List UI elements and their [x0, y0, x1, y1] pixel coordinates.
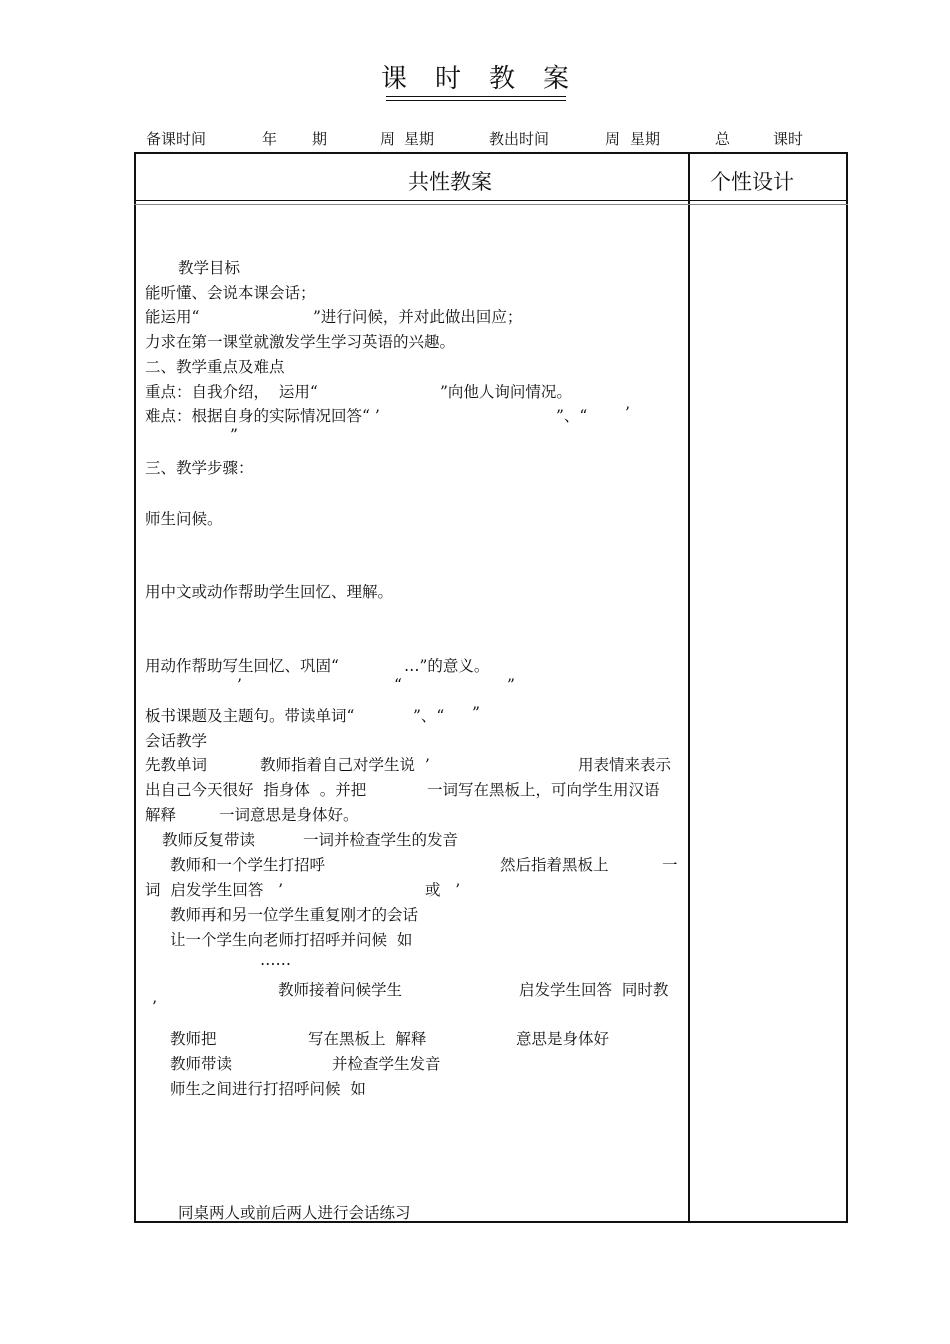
lessons-label: 课时 — [773, 130, 804, 148]
header-divider-thin — [134, 204, 848, 205]
content-line: 或 ’ — [425, 881, 461, 899]
content-line: ”向他人询问情况。 — [440, 383, 572, 401]
total-label: 总 — [715, 130, 731, 148]
week-label-2: 周 — [605, 130, 621, 148]
column-header-personal: 个性设计 — [710, 170, 794, 194]
title-underline — [386, 96, 566, 97]
content-line: ”、“ — [556, 407, 588, 425]
content-line: 难点：根据自身的实际情况回答“ ’ — [145, 407, 380, 425]
content-line: ” — [472, 704, 480, 722]
weekday-label-2: 星期 — [630, 130, 661, 148]
content-line: 教师和一个学生打招呼 — [170, 856, 326, 874]
content-line: 然后指着黑板上 — [500, 856, 609, 874]
content-line: ”进行问候，并对此做出回应； — [313, 308, 523, 326]
content-line: ” — [507, 676, 515, 694]
content-line: ”、“ — [413, 707, 445, 725]
content-line: 教师接着问候学生 — [278, 981, 403, 999]
content-line: 师生之间进行打招呼问候 如 — [170, 1080, 366, 1098]
column-header-common: 共性教案 — [408, 170, 492, 194]
content-line: 板书课题及主题句。带读单词“ — [145, 707, 355, 725]
section-key-points-heading: 二、教学重点及难点 — [145, 358, 285, 376]
year-label: 年 — [262, 130, 278, 148]
content-line: 教师把 — [170, 1030, 217, 1048]
content-line: …”的意义。 — [404, 657, 490, 675]
content-line: 并检查学生发音 — [332, 1055, 441, 1073]
content-line: ’ — [237, 676, 242, 694]
week-label-1: 周 — [380, 130, 396, 148]
content-line: 能运用“ — [145, 308, 200, 326]
content-line: 用动作帮助写生回忆、巩固“ — [145, 657, 339, 675]
content-line: 教师指着自己对学生说 ’ — [260, 756, 430, 774]
content-line: 重点：自我介绍， 运用“ — [145, 383, 318, 401]
content-line: 意思是身体好 — [516, 1030, 610, 1048]
content-line: 力求在第一课堂就激发学生学习英语的兴趣。 — [145, 333, 456, 351]
content-line: 用表情来表示 — [578, 756, 672, 774]
content-line: 同桌两人或前后两人进行会话练习 — [178, 1204, 411, 1222]
content-line: 教师反复带读 — [162, 831, 256, 849]
column-divider — [688, 152, 690, 1223]
content-line: 词 启发学生回答 ’ — [145, 881, 284, 899]
content-line: 一词写在黑板上，可向学生用汉语 — [427, 781, 660, 799]
content-line: “ — [394, 676, 402, 694]
content-line: 教师再和另一位学生重复刚才的会话 — [170, 906, 419, 924]
content-line: 一词并检查学生的发音 — [303, 831, 459, 849]
page-title: 课时教案 — [380, 64, 597, 94]
content-line: 一词意思是身体好。 — [219, 806, 359, 824]
content-line: 会话教学 — [145, 732, 208, 750]
content-line: 出自己今天很好 指身体 。并把 — [145, 781, 367, 799]
teach-time-label: 教出时间 — [489, 130, 550, 148]
prep-time-label: 备课时间 — [146, 130, 207, 148]
content-line: 启发学生回答 同时教 — [519, 981, 669, 999]
header-divider — [134, 200, 848, 201]
content-line: 能听懂、会说本课会话； — [145, 284, 316, 302]
title-underline-second — [386, 100, 566, 101]
content-line: 师生问候。 — [145, 510, 223, 528]
content-line: ’ — [625, 404, 630, 422]
term-label: 期 — [312, 130, 328, 148]
section-steps-heading: 三、教学步骤： — [145, 459, 254, 477]
content-line: …… — [260, 951, 291, 969]
content-line: 一 — [662, 856, 678, 874]
content-line: ’ — [152, 998, 157, 1016]
content-line: 用中文或动作帮助学生回忆、理解。 — [145, 583, 394, 601]
content-line: ” — [230, 426, 238, 444]
content-line: 解释 — [145, 806, 177, 824]
weekday-label-1: 星期 — [404, 130, 435, 148]
content-line: 教师带读 — [170, 1055, 233, 1073]
content-line: 写在黑板上 解释 — [308, 1030, 427, 1048]
content-line: 让一个学生向老师打招呼并问候 如 — [170, 931, 413, 949]
section-objectives-heading: 教学目标 — [178, 259, 241, 277]
content-line: 先教单词 — [145, 756, 208, 774]
